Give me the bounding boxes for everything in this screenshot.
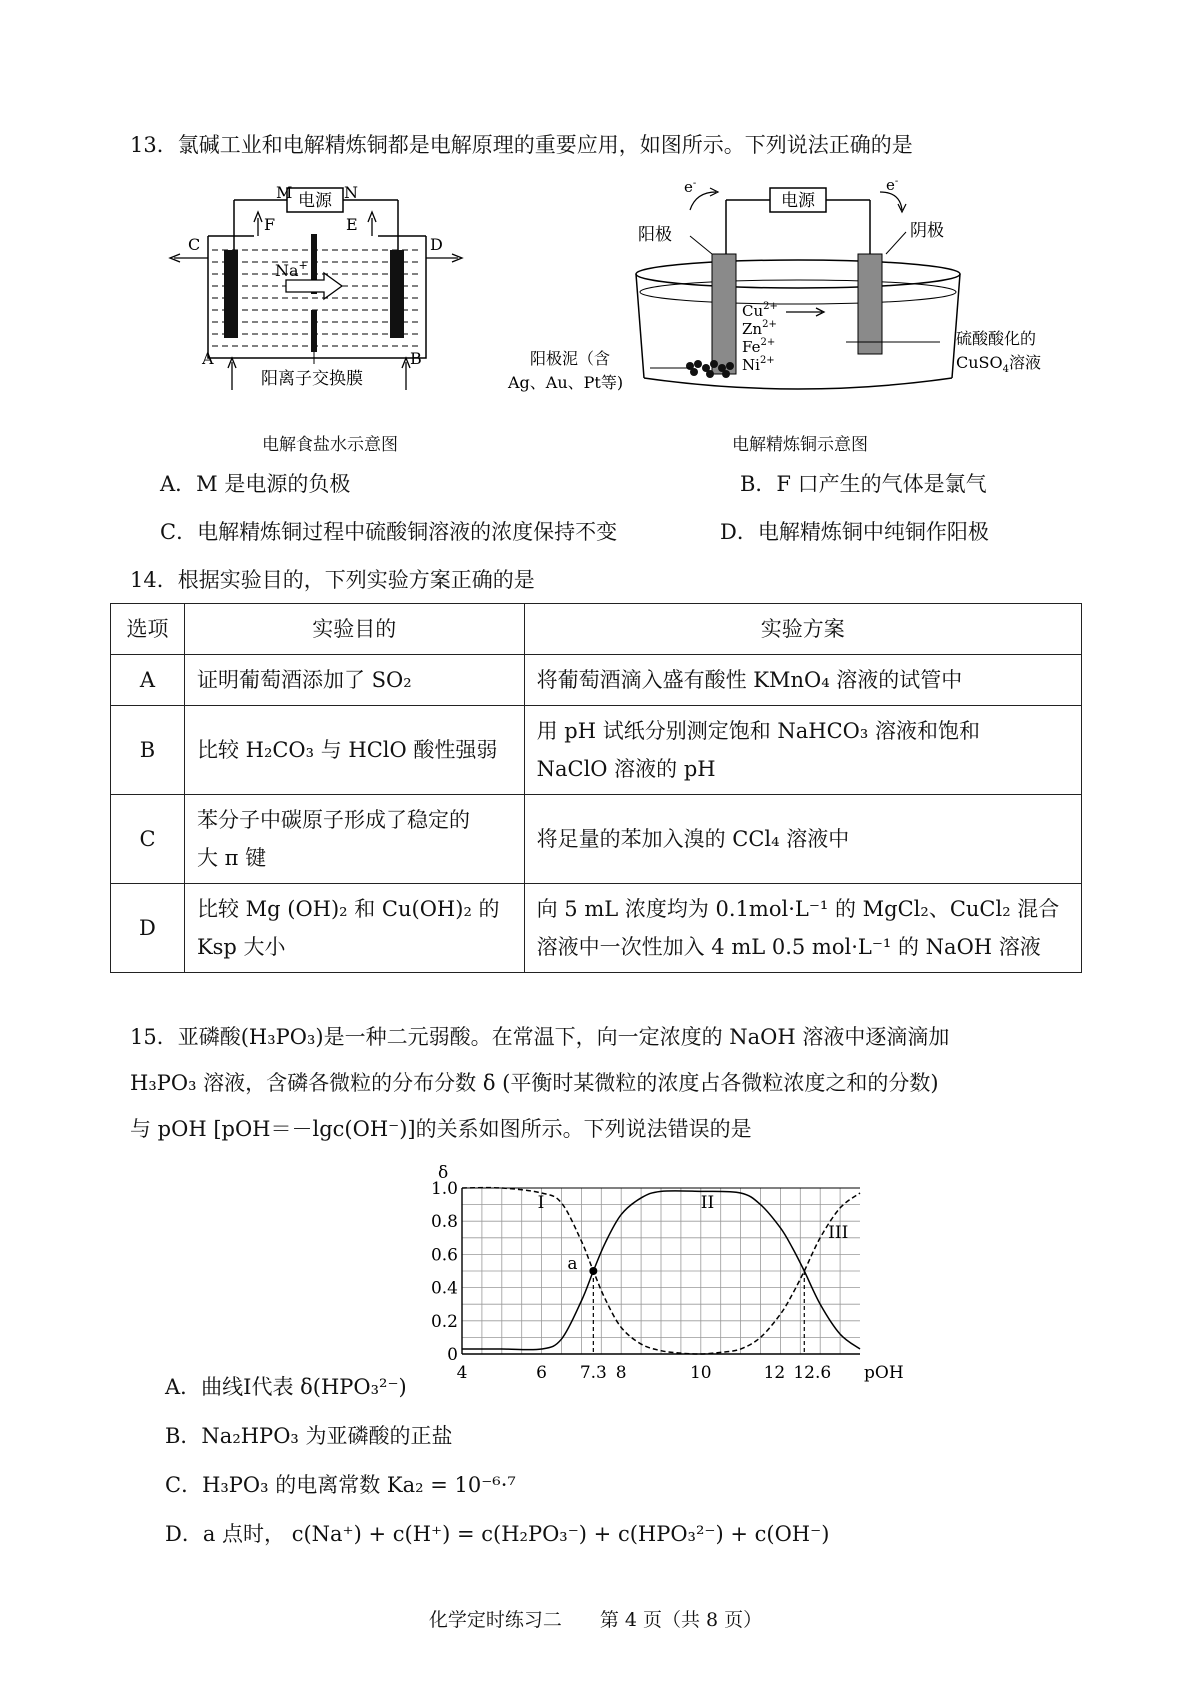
series-II-label: II <box>700 1192 715 1213</box>
row-purpose: 证明葡萄酒添加了 SO₂ <box>184 655 524 706</box>
cu-ion-label: $Cu^{2+}$ <box>742 301 778 320</box>
c-outlet-label: C <box>188 235 201 254</box>
q15-stem-line-1: 15．亚磷酸(H₃PO₃)是一种二元弱酸。在常温下，向一定浓度的 NaOH 溶液中逐滴滴加 <box>130 1025 950 1049</box>
q15-stem-line-3: 与 pOH [pOH＝－lgc(OH⁻)]的关系如图所示。下列说法错误的是 <box>130 1117 752 1141</box>
q14-stem: 14．根据实验目的，下列实验方案正确的是 <box>130 568 535 592</box>
row-plan <box>524 706 1081 795</box>
row-purpose-line-1: 苯分子中碳原子形成了稳定的 <box>196 808 470 832</box>
row-option: C <box>111 795 185 884</box>
row-purpose <box>184 884 524 973</box>
y-axis-label: δ <box>438 1163 449 1183</box>
x-axis-label: pOH <box>864 1363 904 1383</box>
table-row <box>111 884 1082 973</box>
y-tick-label: 0.6 <box>430 1245 458 1266</box>
f-outlet-label: F <box>264 215 276 234</box>
e-outlet-label: E <box>346 215 358 234</box>
table-row <box>111 706 1082 795</box>
row-plan-line-2: NaClO 溶液的 pH <box>536 757 716 781</box>
distribution-fraction-chart <box>420 1156 904 1396</box>
q13-option-c: C．电解精炼铜过程中硫酸铜溶液的浓度保持不变 <box>160 520 618 544</box>
y-tick-label: 1.0 <box>430 1179 458 1199</box>
row-purpose-line-2: Ksp 大小 <box>196 935 286 959</box>
row-option: B <box>111 706 185 795</box>
fe-ion-label: $Fe^{2+}$ <box>742 337 776 356</box>
electron-label-2: e- <box>886 176 899 194</box>
row-plan-line-1: 向 5 mL 浓度均为 0.1mol·L⁻¹ 的 MgCl₂、CuCl₂ 混合 <box>536 897 1060 921</box>
series-III-label: III <box>828 1222 849 1243</box>
y-tick-label: 0 <box>447 1345 458 1365</box>
row-plan <box>524 884 1081 973</box>
x-tick-label: 4 <box>456 1363 468 1383</box>
row-purpose-line-1: 比较 Mg (OH)₂ 和 Cu(OH)₂ 的 <box>196 897 500 921</box>
a-inlet-label: A <box>202 349 214 368</box>
row-purpose <box>184 795 524 884</box>
header-purpose: 实验目的 <box>184 604 524 655</box>
b-inlet-label: B <box>410 349 422 368</box>
row-purpose-line-2: 大 π 键 <box>196 846 267 870</box>
m-label: M <box>276 183 293 202</box>
row-option: D <box>111 884 185 973</box>
row-plan: 将葡萄酒滴入盛有酸性 KMnO₄ 溶液的试管中 <box>524 655 1081 706</box>
x-tick-label: 7.3 <box>579 1363 607 1383</box>
row-purpose: 比较 H₂CO₃ 与 HClO 酸性强弱 <box>184 706 524 795</box>
row-plan-line-2: 溶液中一次性加入 4 mL 0.5 mol·L⁻¹ 的 NaOH 溶液 <box>536 935 1041 959</box>
power-label: 电源 <box>298 191 332 211</box>
cathode-label: 阴极 <box>910 221 944 241</box>
n-label: N <box>344 183 358 202</box>
y-tick-label: 0.4 <box>430 1278 458 1299</box>
header-plan: 实验方案 <box>524 604 1081 655</box>
copper-refining-diagram <box>508 176 1042 428</box>
fig2-caption: 电解精炼铜示意图 <box>732 435 868 455</box>
q15-option-a: A．曲线I代表 δ(HPO₃²⁻) <box>165 1375 407 1399</box>
y-tick-label: 0.8 <box>430 1212 458 1233</box>
fig1-caption: 电解食盐水示意图 <box>262 435 398 455</box>
q15-option-b: B．Na₂HPO₃ 为亚磷酸的正盐 <box>165 1424 453 1448</box>
anode-mud-label-2: Ag、Au、Pt等) <box>508 373 624 392</box>
q13-option-d: D．电解精炼铜中纯铜作阳极 <box>720 520 989 544</box>
q15-stem-line-2: H₃PO₃ 溶液，含磷各微粒的分布分数 δ (平衡时某微粒的浓度占各微粒浓度之和的分数) <box>130 1071 939 1095</box>
na-ion-label: Na+ <box>275 259 308 280</box>
row-option: A <box>111 655 185 706</box>
solution-label-1: 硫酸酸化的 <box>956 329 1037 348</box>
table-row <box>111 795 1082 884</box>
zn-ion-label: $Zn^{2+}$ <box>742 319 777 338</box>
page-footer: 化学定时练习二 第 4 页（共 8 页） <box>428 1609 763 1631</box>
anode-label: 阳极 <box>638 225 672 245</box>
electron-label-1: e- <box>684 178 697 196</box>
ni-ion-label: $Ni^{2+}$ <box>742 355 775 374</box>
header-option: 选项 <box>111 604 185 655</box>
x-tick-label: 6 <box>536 1363 548 1383</box>
d-outlet-label: D <box>430 235 443 254</box>
q13-stem: 13．氯碱工业和电解精炼铜都是电解原理的重要应用，如图所示。下列说法正确的是 <box>130 133 913 157</box>
x-tick-label: 8 <box>615 1363 627 1383</box>
anode-mud-label-1: 阳极泥（含 <box>530 349 611 368</box>
q15-option-c: C．H₃PO₃ 的电离常数 Ka₂ = 10⁻⁶·⁷ <box>165 1473 516 1497</box>
q13-option-a: A．M 是电源的负极 <box>160 472 351 496</box>
x-tick-label: 12 <box>763 1363 786 1383</box>
table-row <box>111 655 1082 706</box>
power-label-2: 电源 <box>781 191 815 211</box>
point-a-label: a <box>567 1254 578 1274</box>
experiment-table <box>110 603 1082 973</box>
series-I-label: I <box>537 1192 545 1213</box>
q13-option-b: B．F 口产生的气体是氯气 <box>740 472 987 496</box>
q15-option-d: D．a 点时， c(Na⁺) + c(H⁺) = c(H₂PO₃⁻) + c(HPO₃²⁻) + c(OH⁻) <box>165 1522 830 1546</box>
y-tick-label: 0.2 <box>430 1311 458 1332</box>
x-tick-label: 12.6 <box>793 1363 832 1383</box>
table-header-row <box>111 604 1082 655</box>
row-plan-line-1: 用 pH 试纸分别测定饱和 NaHCO₃ 溶液和饱和 <box>536 719 980 743</box>
brine-electrolysis-diagram <box>160 178 500 418</box>
x-tick-label: 10 <box>689 1363 712 1383</box>
row-plan: 将足量的苯加入溴的 CCl₄ 溶液中 <box>524 795 1081 884</box>
membrane-label: 阳离子交换膜 <box>261 369 363 389</box>
solution-label-2: CuSO$_4$溶液 <box>956 353 1042 375</box>
